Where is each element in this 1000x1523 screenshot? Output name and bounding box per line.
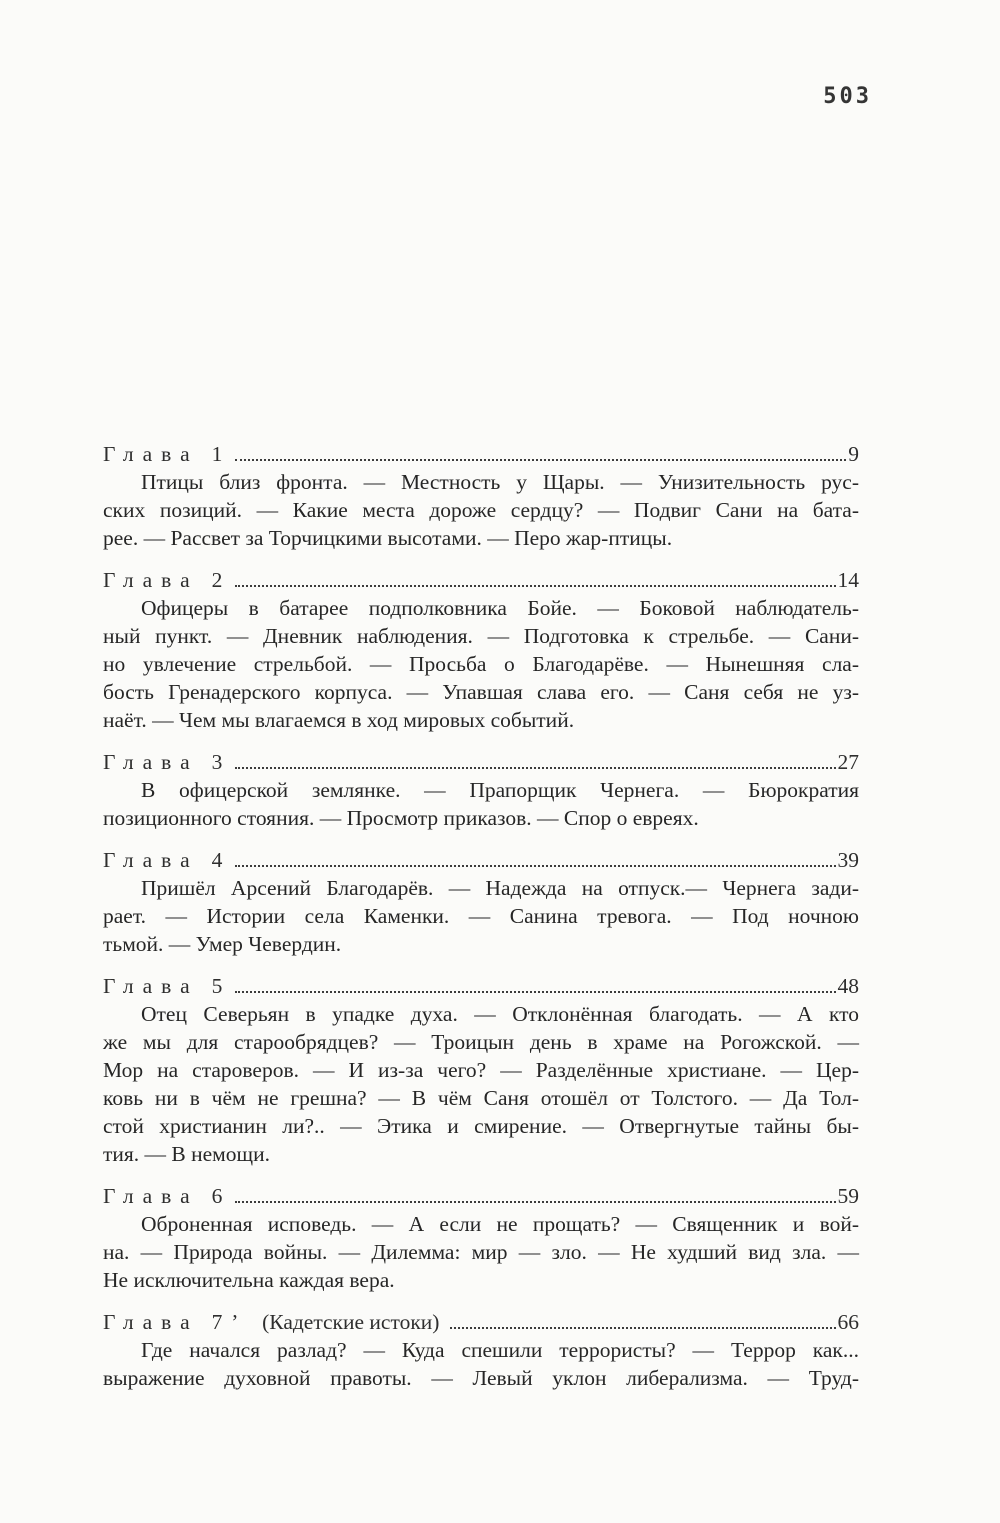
dot-leader-line (235, 865, 835, 867)
toc-entry (103, 846, 859, 958)
toc-line: ских позиций. — Какие места дороже сердцу? — Подвиг Сани на бата- (103, 498, 859, 522)
dot-leader-line (235, 459, 846, 461)
chapter-label: Глава (103, 750, 199, 774)
toc-line: Пришёл Арсений Благодарёв. — Надежда на отпуск.— Чернега зади- (141, 876, 859, 900)
toc-entry (103, 566, 859, 734)
toc-entry (103, 972, 859, 1168)
toc-line: ковь ни в чём не грешна? — В чём Саня отошёл от Толстого. — Да Тол- (103, 1086, 859, 1110)
chapter-page-number: 48 (837, 974, 859, 998)
toc-line: Птицы близ фронта. — Местность у Щары. — Унизительность рус- (141, 470, 859, 494)
toc-line: позиционного стояния. — Просмотр приказов. — Спор о евреях. (103, 806, 699, 830)
toc-line: Офицеры в батарее подполковника Бойе. — Боковой наблюдатель- (141, 596, 859, 620)
toc-line: тьмой. — Умер Чевердин. (103, 932, 342, 956)
chapter-page-number: 66 (837, 1310, 859, 1334)
toc-entry (103, 1182, 859, 1294)
chapter-page-number: 14 (837, 568, 859, 592)
chapter-page-number: 39 (837, 848, 859, 872)
toc-line: Мор на староверов. — И из-за чего? — Разделённые христиане. — Цер- (103, 1058, 859, 1082)
chapter-number: 2 (211, 568, 225, 592)
chapter-number: 4 (211, 848, 225, 872)
dot-leader-line (235, 991, 835, 993)
chapter-heading (103, 1308, 859, 1336)
chapter-heading (103, 972, 859, 1000)
dot-leader-line (235, 585, 835, 587)
chapter-label: Глава (103, 568, 199, 592)
chapter-page-number: 27 (837, 750, 859, 774)
toc-entry (103, 440, 859, 552)
toc-line: ный пункт. — Дневник наблюдения. — Подготовка к стрельбе. — Сани- (103, 624, 859, 648)
chapter-page-number: 59 (837, 1184, 859, 1208)
chapter-number: 6 (211, 1184, 225, 1208)
chapter-number: 5 (211, 974, 225, 998)
toc-entry (103, 1308, 859, 1392)
toc-line: стой христианин ли?.. — Этика и смирение. — Отвергнутые тайны бы- (103, 1114, 859, 1138)
dot-leader-line (450, 1327, 835, 1329)
toc-line: наёт. — Чем мы влагаемся в ход мировых событий. (103, 708, 575, 732)
chapter-heading (103, 1182, 859, 1210)
toc-line: рее. — Рассвет за Торчицкими высотами. — Перо жар-птицы. (103, 526, 673, 550)
dot-leader-line (235, 1201, 835, 1203)
chapter-number: 7 ’ (211, 1310, 241, 1334)
toc-line: выражение духовной правоты. — Левый уклон либерализма. — Труд- (103, 1366, 859, 1390)
chapter-number: 1 (211, 442, 225, 466)
toc-line: Не исключительна каждая вера. (103, 1268, 395, 1292)
chapter-label: Глава (103, 848, 199, 872)
chapter-label: Глава (103, 442, 199, 466)
chapter-heading (103, 846, 859, 874)
toc-line: бость Гренадерского корпуса. — Упавшая слава его. — Саня себя не уз- (103, 680, 859, 704)
page-number: 503 (823, 84, 872, 109)
chapter-page-number: 9 (848, 442, 859, 466)
chapter-label: Глава (103, 974, 199, 998)
toc-line: Где начался разлад? — Куда спешили террористы? — Террор как... (141, 1338, 859, 1362)
toc-line: же мы для старообрядцев? — Троицын день в храме на Рогожской. — (103, 1030, 859, 1054)
chapter-label: Глава (103, 1184, 199, 1208)
chapter-heading (103, 566, 859, 594)
chapter-label: Глава (103, 1310, 199, 1334)
toc-line: Оброненная исповедь. — А если не прощать? — Священник и вой- (141, 1212, 859, 1236)
toc-line: В офицерской землянке. — Прапорщик Чернега. — Бюрократия (141, 778, 859, 802)
toc-line: Отец Северьян в упадке духа. — Отклонённая благодать. — А кто (141, 1002, 859, 1026)
chapter-heading (103, 748, 859, 776)
chapter-number: 3 (211, 750, 225, 774)
toc-line: но увлечение стрельбой. — Просьба о Благодарёве. — Нынешняя сла- (103, 652, 859, 676)
dot-leader-line (235, 767, 835, 769)
toc (103, 440, 859, 1406)
toc-entry (103, 748, 859, 832)
chapter-note: (Кадетские истоки) (262, 1310, 440, 1334)
toc-line: рает. — Истории села Каменки. — Санина тревога. — Под ночною (103, 904, 859, 928)
chapter-heading (103, 440, 859, 468)
toc-line: на. — Природа войны. — Дилемма: мир — зло. — Не худший вид зла. — (103, 1240, 859, 1264)
toc-line: тия. — В немощи. (103, 1142, 270, 1166)
